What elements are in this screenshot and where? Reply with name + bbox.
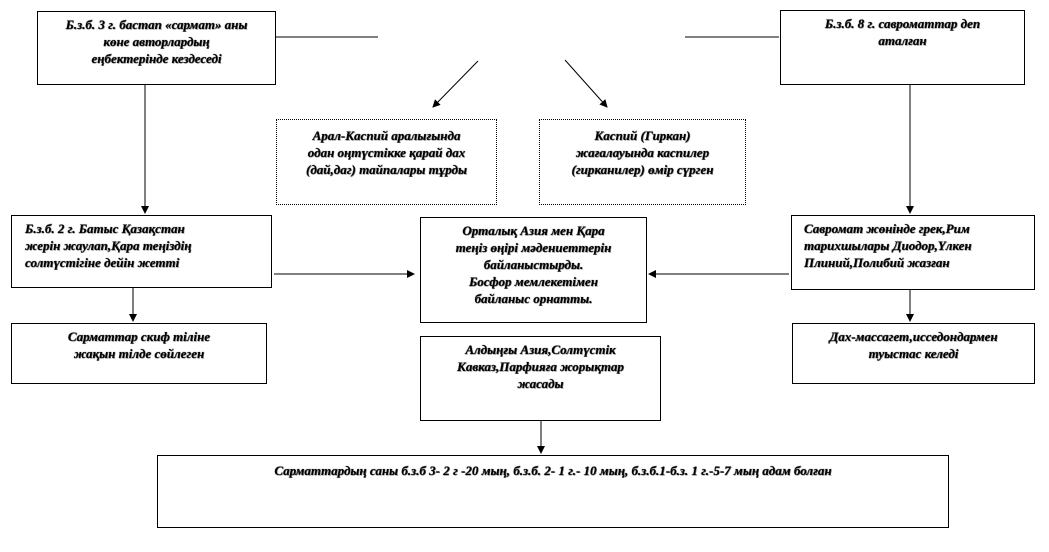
box-b2-west-kz: Б.з.б. 2 г. Батыс Қазақстан жерін жаулап,Қара теңіздің солтүстігіне дейін жетті bbox=[11, 215, 272, 288]
box-population: Сарматтардың саны б.з.б 3- 2 г -20 мың, б.з.б. 2- 1 г.- 10 мың, б.з.б.1-б.з. 1 г.-5-7 мың адам болған bbox=[157, 455, 949, 528]
box-dah-massagetae: Дах-массагет,исседондармен туыстас келеді bbox=[792, 323, 1035, 384]
box-greek-roman: Савромат жөнінде грек,Рим тарихшылары Диодор,Үлкен Плиний,Полибий жазған bbox=[791, 215, 1035, 290]
box-central-asia-link: Орталық Азия мен Қара теңіз өңірі мәдениеттерін байланыстырды. Босфор мемлекетімен байланыс орнатты. bbox=[420, 217, 647, 323]
box-scythian-lang: Сарматтар скиф тіліне жақын тілде сөйлеген bbox=[11, 323, 267, 384]
box-b8-sauromat: Б.з.б. 8 г. савроматтар деп аталған bbox=[780, 10, 1025, 85]
box-aral-caspian: Арал-Каспий аралығында одан оңтүстікке қарай дах (дай,даг) тайпалары тұрды bbox=[276, 119, 497, 205]
arrow-to-aral bbox=[433, 61, 478, 107]
box-near-asia: Алдыңғы Азия,Солтүстік Кавказ,Парфияға жорықтар жасады bbox=[420, 336, 661, 421]
box-caspian-coast: Каспий (Гиркан) жағалауында каспилер (гирканилер) өмір сүрген bbox=[539, 119, 746, 205]
box-b3-sarmat-term: Б.з.б. 3 г. бастап «сармат» аны көне авторлардың еңбектерінде кездеседі bbox=[37, 11, 276, 85]
arrow-to-caspian bbox=[565, 60, 607, 107]
